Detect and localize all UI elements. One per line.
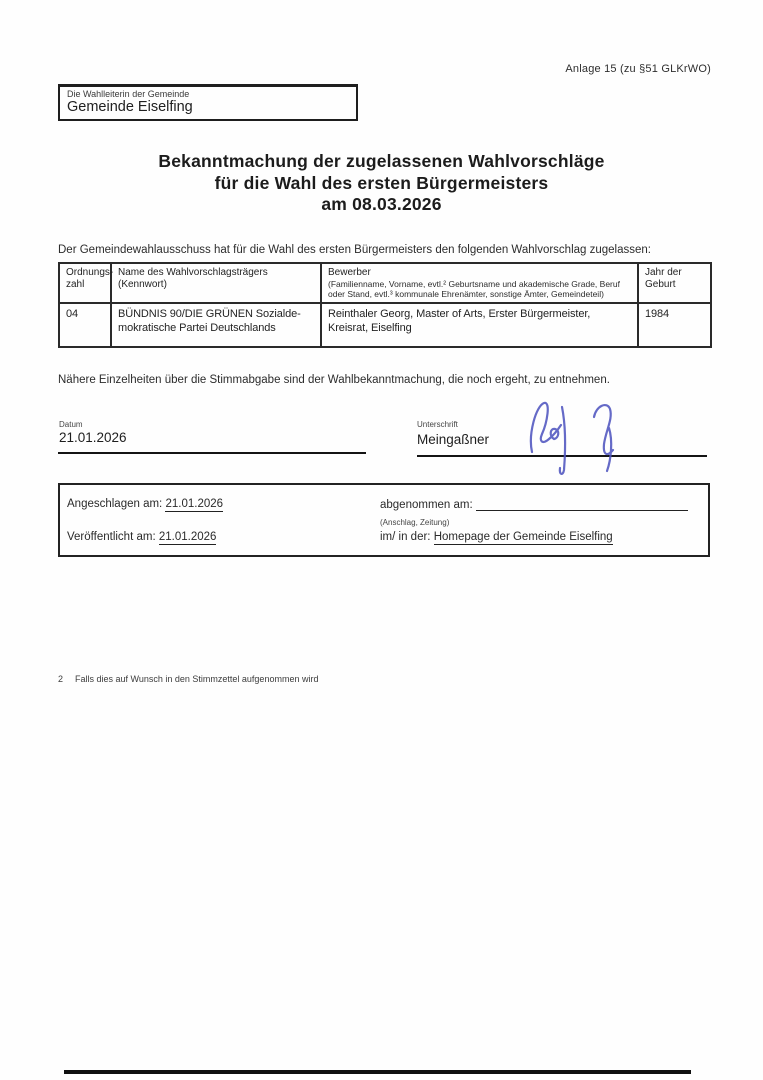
header-year-line1: Jahr der: [645, 267, 682, 278]
header-candidate-line1: Bewerber: [328, 267, 371, 278]
medium-value: Homepage der Gemeinde Eiselfing: [433, 531, 613, 543]
footnote-marker: 2: [58, 674, 64, 684]
header-year-line2: Geburt: [645, 279, 676, 290]
footnote-text: Falls dies auf Wunsch in den Stimmzettel aufgenommen wird: [75, 674, 319, 684]
header-name: [111, 263, 321, 303]
cell-candidate: Reinthaler Georg, Master of Arts, Erster Bürgermeister, Kreisrat, Eiselfing: [321, 303, 638, 347]
removed-row: [380, 498, 688, 511]
medium-hint: (Anschlag, Zeitung): [380, 518, 450, 527]
medium-label: im/ in der:: [380, 531, 431, 543]
header-candidate: [321, 263, 638, 303]
published-row: [67, 531, 216, 543]
document-title-line3: am 08.03.2026: [321, 194, 442, 214]
signature-printed-name: Meingaßner: [417, 432, 490, 447]
handwritten-signature: [518, 386, 668, 478]
published-date: 21.01.2026: [158, 531, 217, 543]
notice-paragraph: Nähere Einzelheiten über die Stimmabgabe sind der Wahlbekanntmachung, die noch ergeht, zu entnehmen.: [58, 374, 610, 386]
header-candidate-line2: (Familienname, Vorname, evtl.² Geburtsname und akademische Grade, Beruf oder Stand, evtl.³ kommunale Ehrenämter, sonstige Ämter, Gemeindeteil): [328, 279, 620, 299]
header-ordinal: [59, 263, 114, 303]
removed-date-blank: [476, 498, 688, 511]
date-label: Datum: [59, 420, 83, 429]
header-ordinal-line1: Ordnungs-: [66, 267, 114, 278]
cell-name: BÜNDNIS 90/DIE GRÜNEN Sozialde-mokratische Partei Deutschlands: [111, 303, 321, 347]
posted-date: 21.01.2026: [165, 498, 224, 510]
candidates-table: [58, 262, 712, 348]
date-value: 21.01.2026: [59, 430, 127, 445]
posted-label: Angeschlagen am:: [67, 498, 163, 510]
signature-label: Unterschrift: [417, 420, 458, 429]
table-header-row: [59, 263, 711, 303]
document-title: [0, 151, 763, 216]
form-annotation: Anlage 15 (zu §51 GLKrWO): [565, 63, 711, 75]
intro-paragraph: Der Gemeindewahlausschuss hat für die Wahl des ersten Bürgermeisters den folgenden Wahlvorschlag zugelassen:: [58, 244, 651, 256]
scan-artifact-bar: [64, 1070, 691, 1074]
posted-row: [67, 498, 223, 510]
removed-label: abgenommen am:: [380, 499, 473, 511]
issuer-name: Gemeinde Eiselfing: [67, 99, 193, 115]
published-label: Veröffentlicht am:: [67, 531, 156, 543]
issuer-box: [58, 84, 358, 121]
table-row: [59, 303, 711, 347]
header-ordinal-line2: zahl: [66, 279, 85, 290]
header-year: [638, 263, 711, 303]
document-title-line1: Bekanntmachung der zugelassenen Wahlvorschläge: [158, 151, 605, 171]
publication-box: [58, 483, 710, 557]
cell-ordinal: 04: [59, 303, 111, 347]
cell-year: 1984: [638, 303, 711, 347]
header-name-line1: Name des Wahlvorschlagsträgers: [118, 267, 268, 278]
medium-row: [380, 531, 613, 543]
date-underline: [58, 452, 366, 454]
issuer-role: Die Wahlleiterin der Gemeinde: [67, 89, 190, 99]
document-title-line2: für die Wahl des ersten Bürgermeisters: [214, 172, 549, 193]
footnote: [58, 674, 318, 684]
header-name-line2: (Kennwort): [118, 279, 167, 290]
